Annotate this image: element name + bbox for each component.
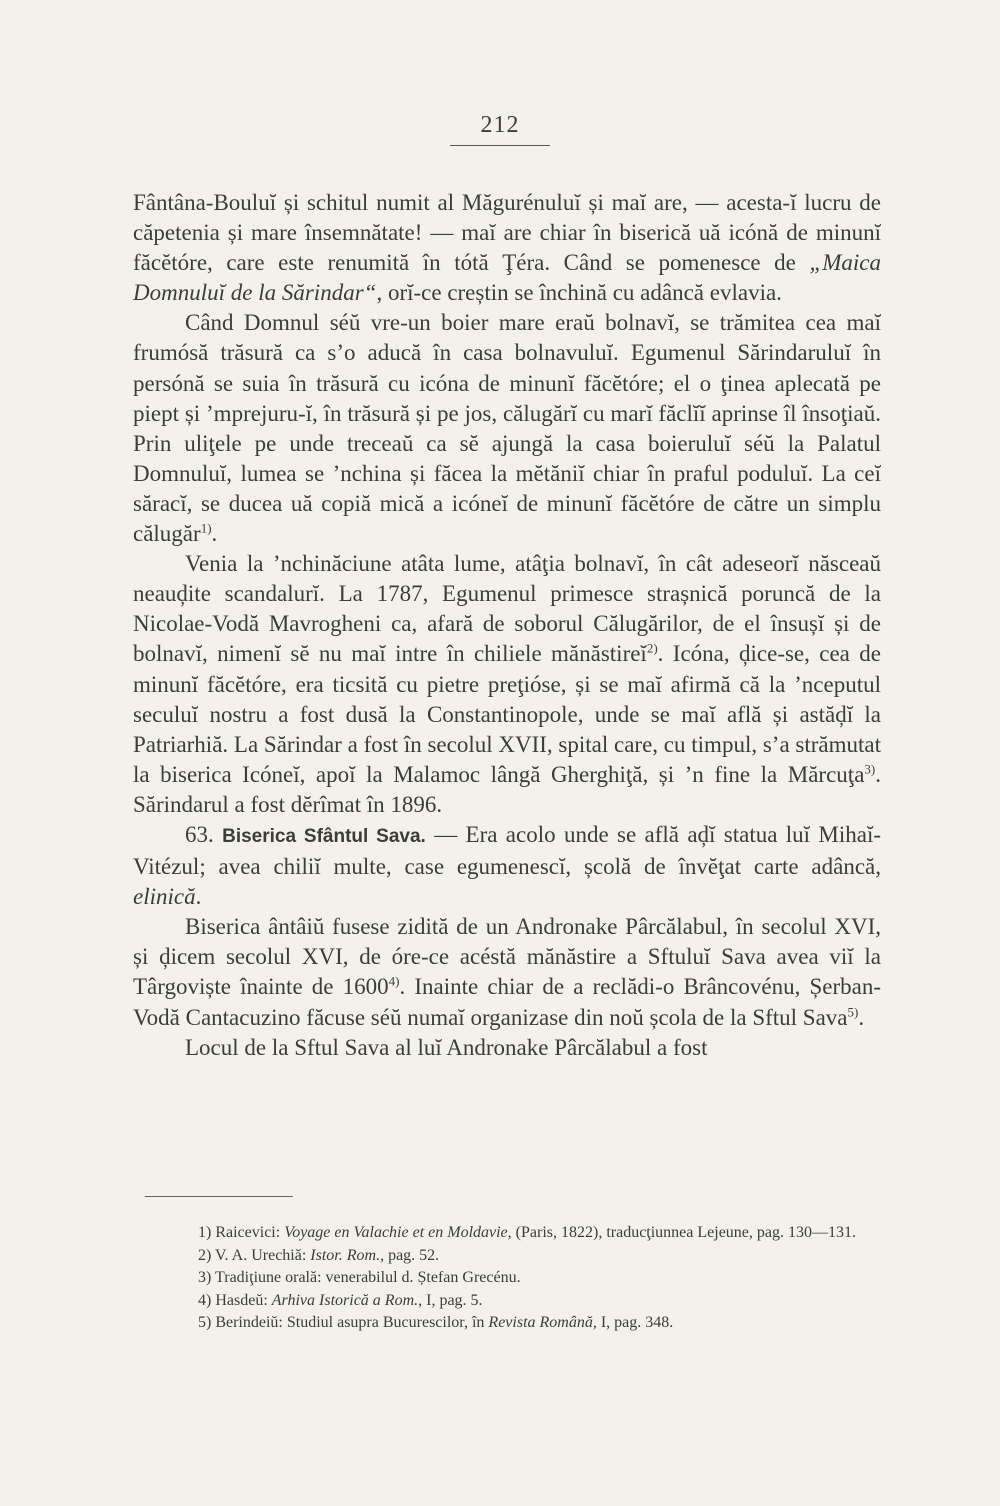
text-segment: (Paris, 1822), traducţiunnea Lejeune, pag. 130—131. [511, 1224, 857, 1241]
text-segment: . Sărindarul a fost dĕrîmat în 1896. [133, 761, 881, 817]
text-segment: 2) V. A. Urechiă: [198, 1246, 311, 1264]
text-segment: „Maica Domnuluĭ de la Sărindar“ [133, 250, 881, 306]
text-segment: . [211, 521, 218, 547]
text-segment: 63. [185, 821, 223, 847]
footnote-marker: 2) [646, 640, 658, 656]
footnotes [133, 1222, 885, 1335]
text-segment: , orĭ-ce creștin se închină cu adâncă evlavia. [376, 280, 782, 306]
text-segment: 3) Tradiţiune orală: venerabilul d. Ștefan Grecénu. [198, 1269, 521, 1286]
page-number: 212 [480, 112, 520, 138]
text-segment: elinică [133, 884, 196, 910]
text-segment: Biserica ântâiŭ fusese zidită de un Andronake Pârcălabul, în secolul XVI, și ḑicem secolul XVI, de óre-ce acéstă mănăstire a Sftuluĭ Sava avea viĭ la Târgoviște înainte de 1600 [133, 914, 881, 1000]
text-segment: 5) Berindeiŭ: Studiul asupra Bucurescilor, în [198, 1314, 489, 1331]
text-segment: 1) Raicevici: [198, 1224, 285, 1241]
text-segment: Fântâna-Bouluĭ și schitul numit al Măgurénuluĭ și maĭ are, — acesta-ĭ lucru de căpetenia și mare însemnătate! — maĭ are chiar în biserică uă icónă de minunĭ făcĕtóre, care este renumită în tótă Ţéra. Când se pomenesce de [133, 190, 881, 276]
paragraph [133, 549, 881, 820]
footnote-marker: 1) [200, 520, 212, 536]
body-text [133, 188, 881, 1063]
footnote-marker: 4) [388, 973, 400, 989]
paragraph [133, 188, 881, 308]
text-segment: Voyage en Valachie et en Moldavie, [284, 1224, 512, 1241]
text-segment: I, pag. 5. [422, 1291, 483, 1309]
text-segment: . Icóna, ḑice-se, cea de minunĭ făcĕtóre, era ticsită cu pietre preţióse, și se maĭ afirmă că la ’nceputul seculuĭ nostru a fost dusă la Constantinopole, unde se maĭ află și astăḑĭ la Patriarhiă. La Sărindar a fost în secolul XVII, spital care, cu timpul, s’a strămutat la biserica Icóneĭ, apoĭ la Malamoc lângă Gherghiţă, și ’n fine la Mărcuţa [133, 641, 881, 787]
footnote [133, 1245, 885, 1268]
text-segment: Arhiva Istorică a Rom., [271, 1291, 423, 1309]
text-segment: Când Domnul séŭ vre-un boier mare eraŭ bolnavĭ, se trămitea cea maĭ frumósă trăsură ca s’o aducă în casa bolnavuluĭ. Egumenul Sărindaruluĭ în persónă se suia în trăsură cu icóna de minunĭ făcĕtóre; el o ţinea aplecată pe piept și ’mprejuru-ĭ, în trăsură și pe jos, călugărĭ cu marĭ făclĭĭ aprinse îl însoţiaŭ. Prin uliţele pe unde treceaŭ ca sĕ ajungă la casa boieruluĭ séŭ la Palatul Domnuluĭ, lumea se ’nchina și făcea la mĕtăniĭ chiar în praful poduluĭ. La ceĭ săracĭ, se ducea uă copiă mică a icóneĭ de minunĭ făcĕtóre de către un simplu călugăr [133, 310, 881, 547]
page-number-rule [450, 145, 550, 146]
footnote [133, 1312, 885, 1335]
text-segment: — Era acolo unde se află aḑĭ statua luĭ Mihaĭ-Vitézul; avea chiliĭ multe, case egumenescĭ, școlă de învĕţat carte adâncă, [133, 821, 882, 880]
text-segment: Istor. Rom., [310, 1246, 385, 1264]
footnote [133, 1267, 885, 1290]
text-segment: pag. 52. [384, 1246, 440, 1264]
footnote-rule [145, 1196, 293, 1197]
text-segment: 4) Hasdeŭ: [198, 1291, 272, 1309]
text-segment: . [858, 1004, 865, 1030]
footnote [133, 1290, 885, 1313]
text-segment: Locul de la Sftul Sava al luĭ Andronake Pârcălabul a fost [185, 1034, 708, 1060]
paragraph [133, 1033, 881, 1063]
paragraph [133, 308, 881, 549]
paragraph [133, 820, 881, 912]
footnote-marker: 5) [847, 1003, 859, 1019]
text-segment: Revista Română, [488, 1314, 597, 1331]
text-segment: . [195, 884, 202, 910]
footnote-marker: 3) [864, 761, 876, 777]
text-segment: Biserica Sfântul Sava. [222, 825, 426, 847]
text-segment: . Inainte chiar de a reclădi-o Brâncovénu, Șerban-Vodă Cantacuzino făcuse séŭ numaĭ organizase din noŭ școla de la Sftul Sava [133, 974, 881, 1030]
text-segment: I, pag. 348. [596, 1314, 674, 1331]
text-segment: Venia la ’nchinăciune atâta lume, atâţia bolnavĭ, în cât adeseorĭ născeaŭ neauḑite scandalurĭ. La 1787, Egumenul primesce strașnică poruncă de la Nicolae-Vodă Mavrogheni ca, afară de soborul Călugărilor, de el însușĭ și de bolnavĭ, nimenĭ sĕ nu maĭ intre în chiliele mănăstireĭ [133, 551, 881, 667]
footnote [133, 1222, 885, 1245]
paragraph [133, 912, 881, 1032]
